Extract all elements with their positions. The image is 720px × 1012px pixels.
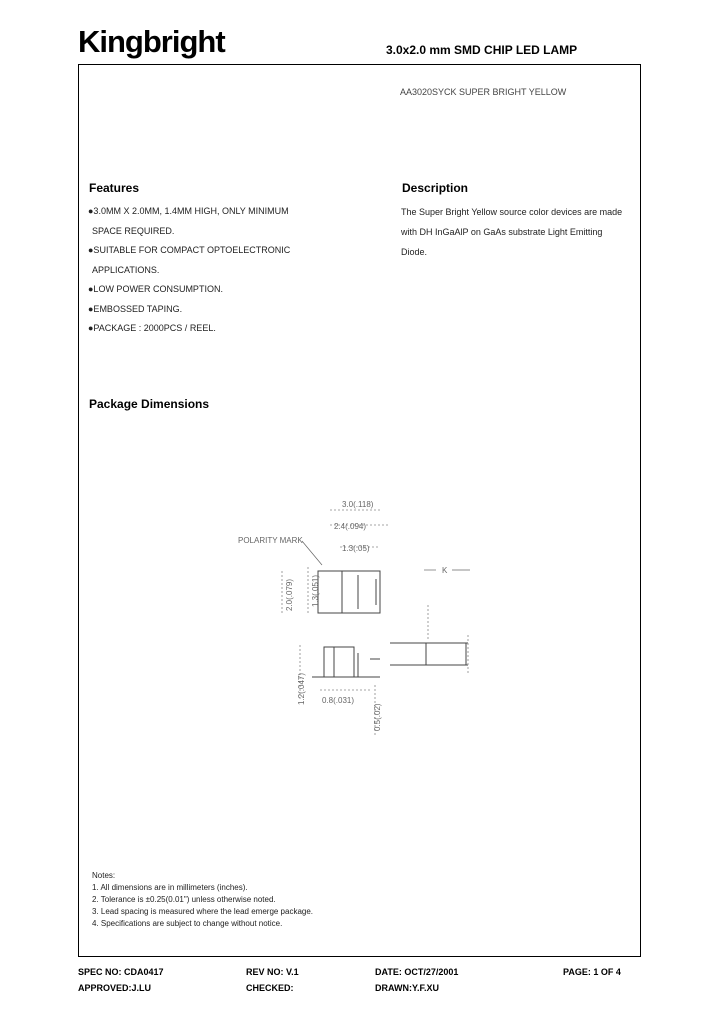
description-text xyxy=(401,202,641,262)
brand-logo: Kingbright xyxy=(78,24,225,59)
notes-section xyxy=(92,870,313,930)
description-line: The Super Bright Yellow source color devices are made xyxy=(401,207,623,217)
features-heading: Features xyxy=(89,181,140,195)
svg-text:K: K xyxy=(442,566,448,575)
feature-item: APPLICATIONS. xyxy=(92,264,160,275)
package-dimensions-heading: Package Dimensions xyxy=(89,397,210,411)
spec-number: SPEC NO: CDA0417 xyxy=(78,967,164,977)
description-line: with DH InGaAlP on GaAs substrate Light Emitting xyxy=(401,227,603,237)
dimension-label: 2.4(.094) xyxy=(334,522,367,531)
approved-by: APPROVED:J.LU xyxy=(78,983,152,993)
notes-heading: Notes: xyxy=(92,871,116,880)
note-item: 1. All dimensions are in millimeters (inches). xyxy=(92,883,248,892)
document-title: 3.0x2.0 mm SMD CHIP LED LAMP xyxy=(386,43,578,57)
note-item: 4. Specifications are subject to change without notice. xyxy=(92,919,283,928)
feature-item: ●PACKAGE : 2000PCS / REEL. xyxy=(88,323,216,333)
feature-item: SPACE REQUIRED. xyxy=(92,225,175,236)
svg-text:1.2(.047): 1.2(.047) xyxy=(297,672,306,705)
feature-item: ●3.0MM X 2.0MM, 1.4MM HIGH, ONLY MINIMUM xyxy=(88,206,289,216)
revision-number: REV NO: V.1 xyxy=(246,967,299,977)
svg-text:0.8(.031): 0.8(.031) xyxy=(322,696,355,705)
svg-text:0.5(.02): 0.5(.02) xyxy=(373,703,382,731)
svg-text:1.3(.051): 1.3(.051) xyxy=(311,574,320,607)
description-heading: Description xyxy=(402,181,469,195)
drawn-by: DRAWN:Y.F.XU xyxy=(375,983,440,993)
part-number-line: AA3020SYCK SUPER BRIGHT YELLOW xyxy=(400,87,567,97)
page-indicator: PAGE: 1 OF 4 xyxy=(563,967,621,977)
description-line: Diode. xyxy=(401,247,428,257)
polarity-mark-label: POLARITY MARK xyxy=(238,536,303,545)
feature-item: ●SUITABLE FOR COMPACT OPTOELECTRONIC xyxy=(88,245,291,255)
checked-by: CHECKED: xyxy=(246,983,294,993)
note-item: 2. Tolerance is ±0.25(0.01") unless otherwise noted. xyxy=(92,895,276,904)
dimension-label: 3.0(.118) xyxy=(342,500,374,509)
feature-item: ●LOW POWER CONSUMPTION. xyxy=(88,284,223,294)
feature-item: ●EMBOSSED TAPING. xyxy=(88,303,183,314)
svg-text:2.0(.079): 2.0(.079) xyxy=(285,578,294,611)
note-item: 3. Lead spacing is measured where the lead emerge package. xyxy=(92,907,314,916)
dimension-label: 1.3(.05) xyxy=(342,544,370,553)
features-list xyxy=(88,202,290,339)
package-drawing xyxy=(230,495,490,745)
document-date: DATE: OCT/27/2001 xyxy=(375,967,459,977)
